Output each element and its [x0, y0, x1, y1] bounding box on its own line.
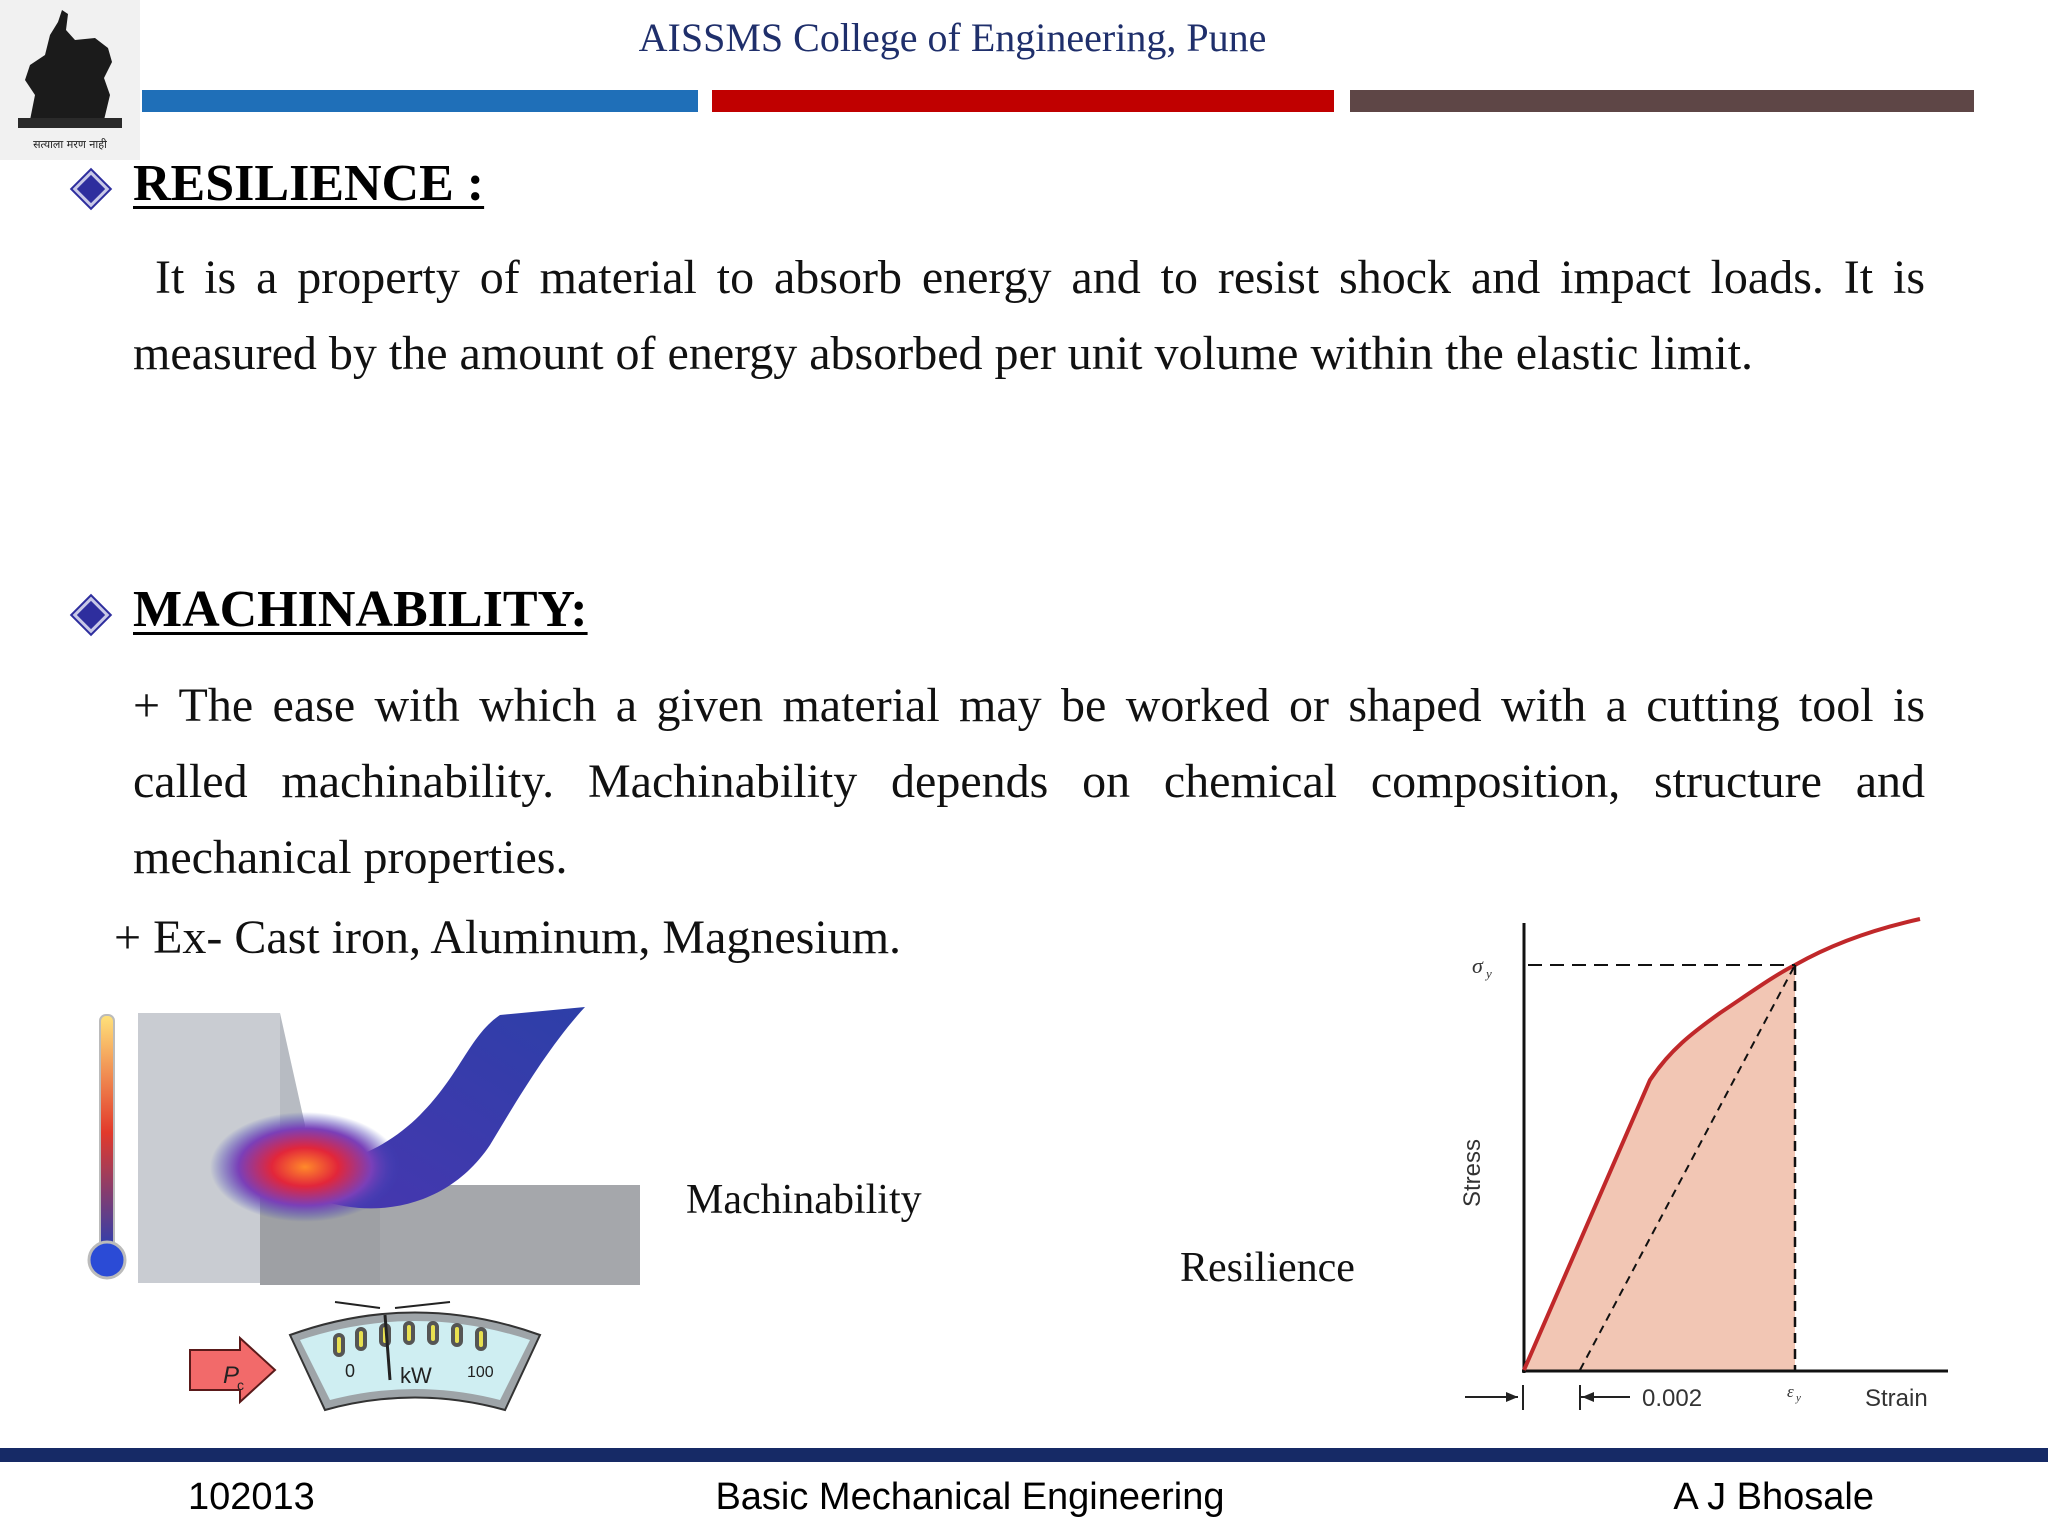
college-name: AISSMS College of Engineering, Pune: [638, 15, 1267, 60]
power-gauge: [185, 1280, 545, 1420]
resilience-caption: Resilience: [1180, 1245, 1355, 1291]
bullet-diamond-icon: [73, 171, 110, 208]
header-bar-blue: [142, 90, 698, 112]
gauge-min: 0: [345, 1361, 356, 1381]
machinability-heading: MACHINABILITY:: [133, 581, 588, 638]
machinability-example: + Ex- Cast iron, Aluminum, Magnesium.: [114, 911, 902, 964]
resilience-body: It is a property of material to absorb energy and to resist shock and impact loads. It is measured by the amount of energy absorbed per unit volume within the elastic limit.: [133, 251, 1925, 380]
gauge-unit: kW: [400, 1363, 432, 1388]
stress-axis-label: Stress: [1459, 1138, 1486, 1208]
header-bar-brown: [1350, 90, 1974, 112]
header-bar-red: [712, 90, 1334, 112]
machinability-body: + The ease with which a given material may be worked or shaped with a cutting tool is called machinability. Machinability depends on chemical composition, structure and mechanical properties.: [133, 679, 1925, 884]
footer-course: Basic Mechanical Engineering: [715, 1476, 1225, 1518]
strain-axis-label: Strain: [1865, 1385, 1928, 1412]
resilience-graph: [1430, 905, 1980, 1415]
logo-motto: सत्याला मरण नाही: [33, 138, 107, 151]
machinability-caption: Machinability: [686, 1177, 922, 1223]
sigma-y-label: σ: [1472, 953, 1483, 978]
gauge-pc-label: P: [223, 1362, 240, 1389]
eps-y-label: ε: [1787, 1382, 1794, 1401]
footer-code: 102013: [188, 1476, 315, 1518]
footer-author: A J Bhosale: [1673, 1476, 1874, 1518]
bullet-diamond-icon: [73, 597, 110, 634]
footer-line: [0, 1448, 2048, 1462]
gauge-pc-sub: c: [237, 1377, 244, 1393]
offset-label: 0.002: [1642, 1385, 1703, 1412]
gauge-max: 100: [467, 1364, 494, 1381]
eps-y-sub: y: [1796, 1392, 1801, 1404]
resilience-heading: RESILIENCE :: [133, 155, 485, 212]
sigma-y-sub: y: [1486, 966, 1492, 981]
